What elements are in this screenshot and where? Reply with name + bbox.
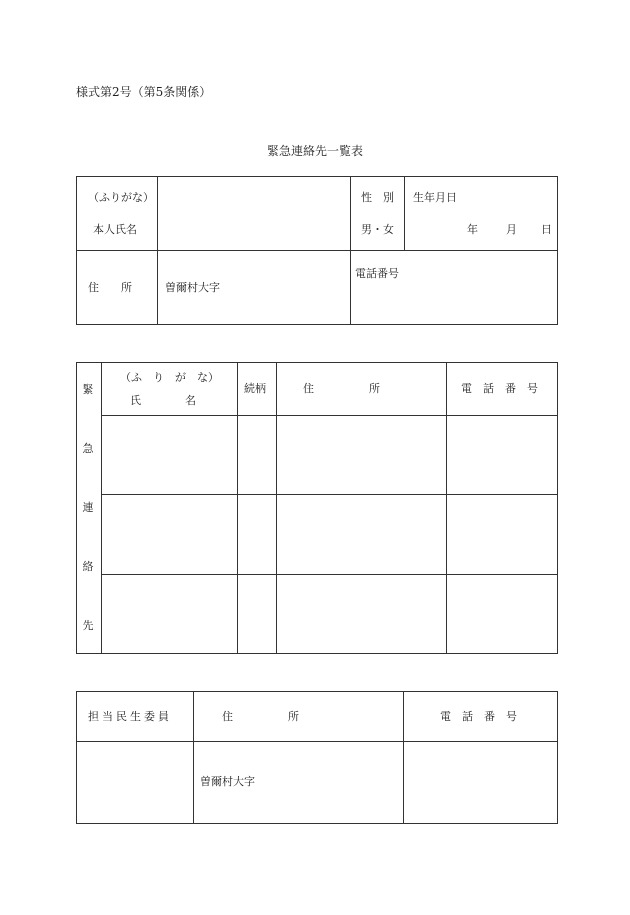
contact-name-field[interactable]: [102, 495, 237, 574]
side-char: 先: [82, 619, 94, 632]
year-label: 年: [467, 223, 478, 236]
side-char: 連: [82, 501, 94, 514]
commissioner-phone-header: 電 話 番 号: [440, 710, 517, 723]
contact-relation-field[interactable]: [238, 575, 276, 653]
gender-label: 性 別: [361, 191, 394, 204]
birth-date-label: 生年月日: [413, 191, 457, 204]
commissioner-phone-field[interactable]: [404, 742, 557, 823]
relation-header: 続柄: [244, 382, 266, 395]
contact-name-field[interactable]: [102, 416, 237, 494]
address-label: 住 所: [88, 281, 132, 294]
contact-phone-field[interactable]: [447, 495, 557, 574]
divider: [404, 176, 405, 250]
contact-name-field[interactable]: [102, 575, 237, 653]
contact-relation-field[interactable]: [238, 416, 276, 494]
contact-phone-field[interactable]: [447, 416, 557, 494]
contact-relation-field[interactable]: [238, 495, 276, 574]
day-label: 日: [541, 223, 552, 236]
address-header: 住 所: [303, 382, 380, 395]
phone-label: 電話番号: [355, 267, 399, 280]
side-char: 急: [82, 442, 94, 455]
contact-address-field[interactable]: [277, 495, 446, 574]
furigana-header: （ふ り が な）: [120, 371, 219, 384]
contact-address-field[interactable]: [277, 575, 446, 653]
name-label: 本人氏名: [93, 223, 137, 236]
phone-field[interactable]: [351, 285, 557, 324]
gender-selector[interactable]: 男・女: [361, 223, 394, 236]
commissioner-name-field[interactable]: [77, 742, 193, 823]
contact-address-field[interactable]: [277, 416, 446, 494]
form-number: 様式第2号（第5条関係）: [76, 85, 212, 99]
name-field[interactable]: [158, 177, 349, 249]
commissioner-header: 担当民生委員: [88, 710, 172, 723]
address-field[interactable]: 曽爾村大字: [165, 281, 220, 294]
name-header: 氏 名: [130, 394, 196, 407]
contact-phone-field[interactable]: [447, 575, 557, 653]
phone-header: 電 話 番 号: [461, 382, 538, 395]
furigana-label: （ふりがな）: [88, 191, 154, 204]
page-title: 緊急連絡先一覧表: [266, 144, 363, 158]
divider: [193, 691, 194, 824]
commissioner-address-field[interactable]: 曽爾村大字: [200, 775, 255, 788]
divider: [76, 250, 558, 251]
month-label: 月: [506, 223, 517, 236]
side-char: 緊: [82, 383, 94, 396]
side-char: 絡: [82, 560, 94, 573]
commissioner-address-header: 住 所: [222, 710, 299, 723]
